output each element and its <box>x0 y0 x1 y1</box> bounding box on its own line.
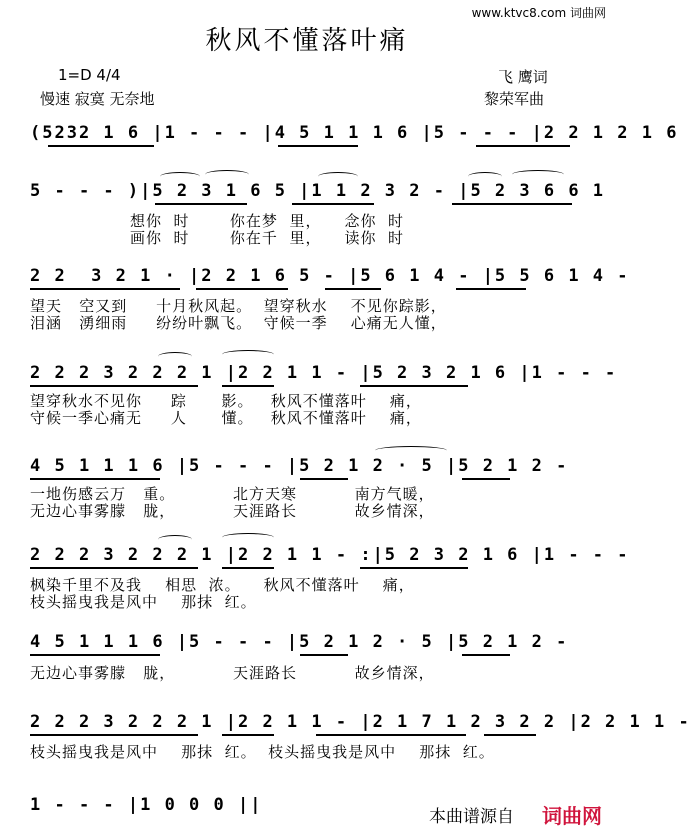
notes-line: 2 2 2 3 2 2 2 1 |2 2 1 1 - |5 2 3 2 1 6 |1 - - - <box>30 363 618 383</box>
lyric-verse-2: 画你 时 你在千 里， 读你 时 <box>130 229 405 247</box>
slur <box>205 170 249 179</box>
lyric-verse-1: 枝头摇曳我是风中 那抹 红。 枝头摇曳我是风中 那抹 红。 <box>30 743 495 761</box>
notes-line: 2 2 2 3 2 2 2 1 |2 2 1 1 - :|5 2 3 2 1 6 |1 - - - <box>30 545 630 565</box>
beam <box>292 203 374 205</box>
slur <box>160 172 200 181</box>
beam <box>452 203 572 205</box>
key-signature: 1=D 4/4 <box>58 66 121 84</box>
lyric-verse-1: 无边心事雾朦 胧， 天涯路长 故乡情深， <box>30 664 435 682</box>
lyric-verse-1: 望穿秋水不见你 踪 影。 秋风不懂落叶 痛， <box>30 392 422 410</box>
footer-site-logo: 词曲网 <box>542 804 602 828</box>
notes-line: 5 - - - )|5 2 3 1 6 5 |1 1 2 3 2 - |5 2 3 6 6 1 <box>30 181 606 201</box>
beam <box>30 734 198 736</box>
notes-line: 4 5 1 1 1 6 |5 - - - |5 2 1 2 · 5 |5 2 1 2 - <box>30 632 569 652</box>
beam <box>222 385 274 387</box>
beam <box>222 567 274 569</box>
beam <box>48 145 154 147</box>
lyric-verse-2: 守候一季心痛无 人 懂。 秋风不懂落叶 痛， <box>30 409 422 427</box>
lyric-verse-1: 想你 时 你在梦 里， 念你 时 <box>130 212 405 230</box>
slur <box>158 352 192 361</box>
beam <box>462 478 510 480</box>
beam <box>222 734 274 736</box>
beam <box>300 654 348 656</box>
beam <box>484 734 536 736</box>
beam <box>30 567 198 569</box>
lyric-verse-1: 望天 空又到 十月秋风起。 望穿秋水 不见你踪影， <box>30 297 447 315</box>
slur <box>222 350 274 359</box>
beam <box>300 478 348 480</box>
notes-line: 1 - - - |1 0 0 0 || <box>30 795 263 815</box>
beam <box>360 567 468 569</box>
notes-line: (5232 1 6 |1 - - - |4 5 1 1 1 6 |5 - - - |2 2 1 2 1 6 <box>30 123 679 143</box>
beam <box>360 385 468 387</box>
lyric-verse-1: 一地伤感云万 重。 北方天寒 南方气暖， <box>30 485 435 503</box>
beam <box>155 203 247 205</box>
slur <box>512 170 564 179</box>
beam <box>456 288 526 290</box>
slur <box>222 533 274 542</box>
slur <box>375 446 447 455</box>
footer-source-text: 本曲谱源自 <box>429 807 514 827</box>
tempo-mood: 慢速 寂寞 无奈地 <box>40 90 155 108</box>
beam <box>30 654 160 656</box>
lyricist: 飞 鹰词 <box>498 68 548 86</box>
lyric-verse-2: 无边心事雾朦 胧， 天涯路长 故乡情深， <box>30 502 435 520</box>
notes-line: 2 2 2 3 2 2 2 1 |2 2 1 1 - |2 1 7 1 2 3 2 2 |2 2 1 1 - <box>30 712 691 732</box>
page-title: 秋风不懂落叶痛 <box>205 26 409 56</box>
slur <box>158 535 192 544</box>
lyric-verse-2: 枝头摇曳我是风中 那抹 红。 <box>30 593 257 611</box>
slur <box>318 172 358 181</box>
beam <box>30 385 198 387</box>
beam <box>476 145 570 147</box>
slur <box>468 172 502 181</box>
beam <box>325 288 381 290</box>
notes-line: 4 5 1 1 1 6 |5 - - - |5 2 1 2 · 5 |5 2 1 2 - <box>30 456 569 476</box>
beam <box>30 288 180 290</box>
lyric-verse-2: 泪涵 湧细雨 纷纷叶飘飞。 守候一季 心痛无人懂， <box>30 314 447 332</box>
notes-line: 2 2 3 2 1 · |2 2 1 6 5 - |5 6 1 4 - |5 5 6 1 4 - <box>30 266 630 286</box>
composer: 黎荣军曲 <box>484 90 545 108</box>
beam <box>316 734 466 736</box>
watermark: www.ktvc8.com 词曲网 <box>471 6 606 20</box>
beam <box>30 478 160 480</box>
lyric-verse-1: 枫染千里不及我 相思 浓。 秋风不懂落叶 痛， <box>30 576 415 594</box>
beam <box>278 145 358 147</box>
beam <box>196 288 288 290</box>
beam <box>462 654 510 656</box>
